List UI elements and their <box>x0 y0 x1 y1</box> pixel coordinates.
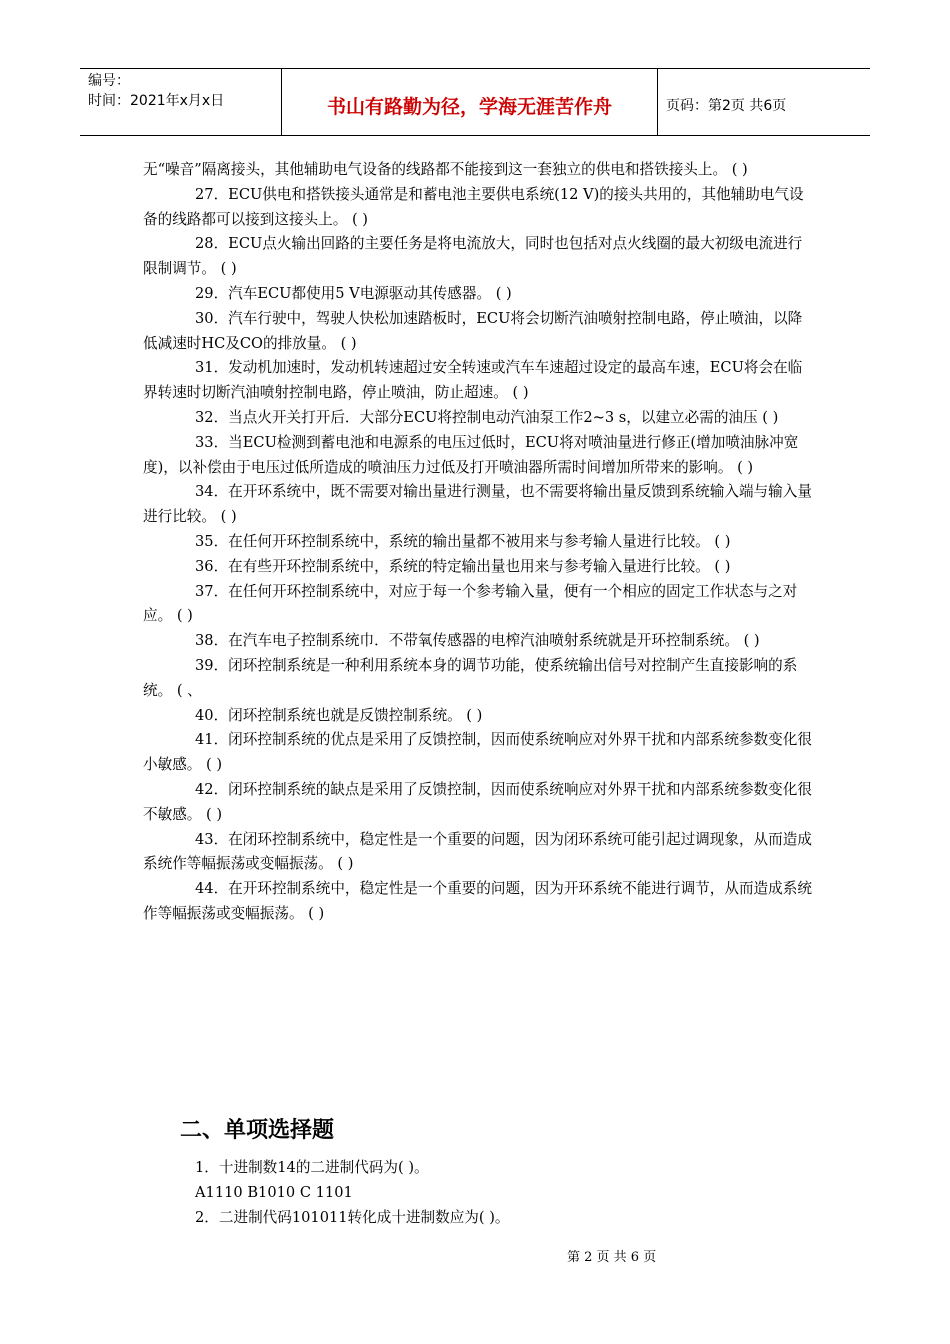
question-item: 27．ECU供电和搭铁接头通常是和蓄电池主要供电系统(12 V)的接头共用的，其他辅助电气设备的线路都可以接到这接头上。 ( ) <box>143 185 804 228</box>
page-footer: 第 2 页 共 6 页 <box>567 1250 657 1265</box>
question-list <box>143 158 815 927</box>
section2-list <box>195 1155 815 1230</box>
question-item: 29．汽车ECU都使用5 V电源驱动其传感器。 ( ) <box>195 284 512 302</box>
question-item: 41．闭环控制系统的优点是采用了反馈控制，因而使系统响应对外界干扰和内部系统参数变化很小敏感。 ( ) <box>143 731 812 774</box>
question-item: 34．在开环系统中，既不需要对输出量进行测量，也不需要将输出量反馈到系统输入端与输入量进行比较。 ( ) <box>143 483 812 526</box>
date-label: 时间：2021年x月x日 <box>88 93 225 109</box>
question-item: 40．闭环控制系统也就是反馈控制系统。 ( ) <box>195 706 483 724</box>
number-label: 编号： <box>88 73 130 89</box>
question-item: 31．发动机加速时，发动机转速超过安全转速或汽车车速超过设定的最高车速，ECU将会在临界转速时切断汽油喷射控制电路，停止喷油，防止超速。 ( ) <box>143 359 803 402</box>
question-item: 无“噪音”隔离接头，其他辅助电气设备的线路都不能接到这一套独立的供电和搭铁接头上。 ( ) <box>143 161 748 178</box>
question-item: 37．在任何开环控制系统中，对应于每一个参考输入量，便有一个相应的固定工作状态与之对应。 ( ) <box>143 582 798 625</box>
question-item: 38．在汽车电子控制系统巾．不带氧传感器的电榨汽油喷射系统就是开环控制系统。 ( ) <box>195 632 760 650</box>
question-item: 44．在开环控制系统中，稳定性是一个重要的问题，因为开环系统不能进行调节，从而造成系统作等幅振荡或变幅振荡。 ( ) <box>143 880 812 922</box>
question-item: 35．在任何开环控制系统中，系统的输出量都不被用来与参考输人量进行比较。 ( ) <box>195 532 731 550</box>
section-title: 二、单项选择题 <box>180 1118 335 1143</box>
question-item: 28．ECU点火输出回路的主要任务是将电流放大，同时也包括对点火线圈的最大初级电流进行限制调节。 ( ) <box>143 235 803 278</box>
header-meta <box>80 69 282 135</box>
question-item: 30．汽车行驶中，驾驶人快松加速踏板时，ECU将会切断汽油喷射控制电路，停止喷油，以降低减速时HC及CO的排放量。 ( ) <box>143 309 803 352</box>
page-header <box>80 68 870 136</box>
header-page-label: 页码：第2页 共6页 <box>666 98 787 114</box>
section2-item: A1110 B1010 C 1101 <box>195 1184 353 1201</box>
question-item: 33．当ECU检测到蓄电池和电源系的电压过低时，ECU将对喷油量进行修正(增加喷油脉冲宽度)，以补偿由于电压过低所造成的喷油压力过低及打开喷油器所需时间增加所带来的影响。 ( ) <box>143 433 799 476</box>
question-item: 42．闭环控制系统的缺点是采用了反馈控制，因而使系统响应对外界干扰和内部系统参数变化很不敏感。 ( ) <box>143 780 812 823</box>
header-motto: 书山有路勤为径，学海无涯苦作舟 <box>282 69 658 135</box>
question-item: 39．闭环控制系统是一种利用系统本身的调节功能，使系统输出信号对控制产生直接影响的系统。 ( 、 <box>143 656 798 699</box>
section2-item: 1．十进制数14的二进制代码为( )。 <box>195 1159 429 1176</box>
question-item: 36．在有些开环控制系统中，系统的特定输出量也用来与参考输入量进行比较。 ( ) <box>195 557 731 575</box>
question-item: 43．在闭环控制系统中，稳定性是一个重要的问题，因为闭环系统可能引起过调现象，从而造成系统作等幅振荡或变幅振荡。 ( ) <box>143 830 812 873</box>
section2-item: 2．二进制代码101011转化成十进制数应为( )。 <box>195 1209 510 1226</box>
question-item: 32．当点火开关打开后．大部分ECU将控制电动汽油泵工作2~3 s，以建立必需的油压 ( ) <box>195 408 779 426</box>
